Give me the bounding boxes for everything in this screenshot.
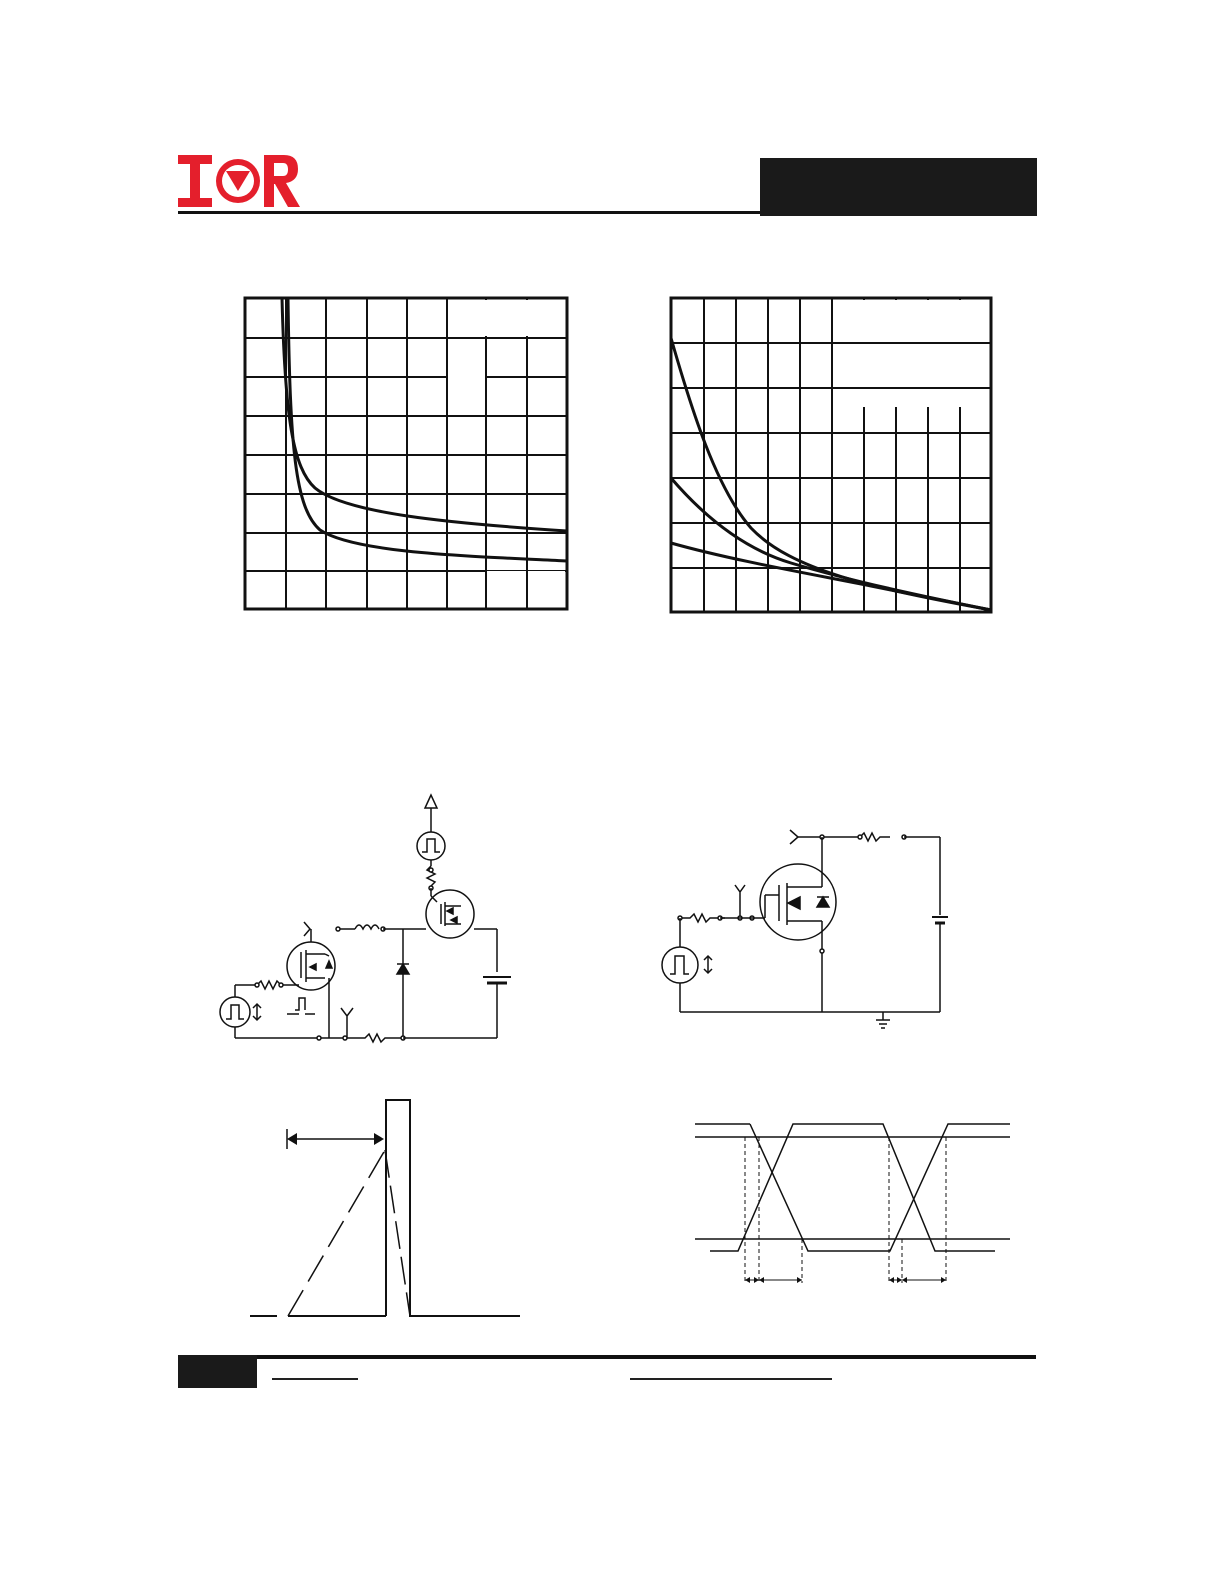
chart-right-legend-area	[841, 300, 989, 342]
load-resistor	[850, 833, 890, 841]
circuit-unclamped-inductive	[215, 792, 505, 1047]
circuit-switching-time	[655, 825, 955, 1035]
footer-website-underline[interactable]	[630, 1378, 832, 1380]
chart-left	[245, 298, 569, 611]
dashed-ramp-up	[288, 1150, 385, 1316]
part-number-block	[760, 158, 1037, 216]
sense-resistor	[355, 1034, 403, 1042]
supply-arrow-icon	[425, 795, 437, 808]
pulse-source-left	[220, 997, 250, 1027]
chart-right	[671, 298, 993, 614]
footer-rule	[178, 1355, 1036, 1359]
header-rule	[178, 211, 760, 214]
pulse-shape	[386, 1100, 520, 1316]
ground-icon	[876, 1012, 890, 1028]
footer-link-underline[interactable]	[272, 1378, 358, 1380]
inductor-icon	[355, 925, 379, 929]
drain-waveform	[750, 1124, 1010, 1251]
ior-logo	[178, 155, 300, 207]
page-number-block	[178, 1355, 257, 1388]
pulse-source-top	[417, 832, 445, 860]
freewheel-diode-icon	[397, 964, 409, 974]
waveform-avalanche	[245, 1095, 525, 1325]
pulse-source	[662, 947, 698, 983]
waveform-switching	[690, 1115, 1015, 1290]
gate-waveform	[710, 1124, 995, 1251]
dashed-ramp-down	[385, 1150, 410, 1316]
gate-resistor	[235, 981, 299, 989]
